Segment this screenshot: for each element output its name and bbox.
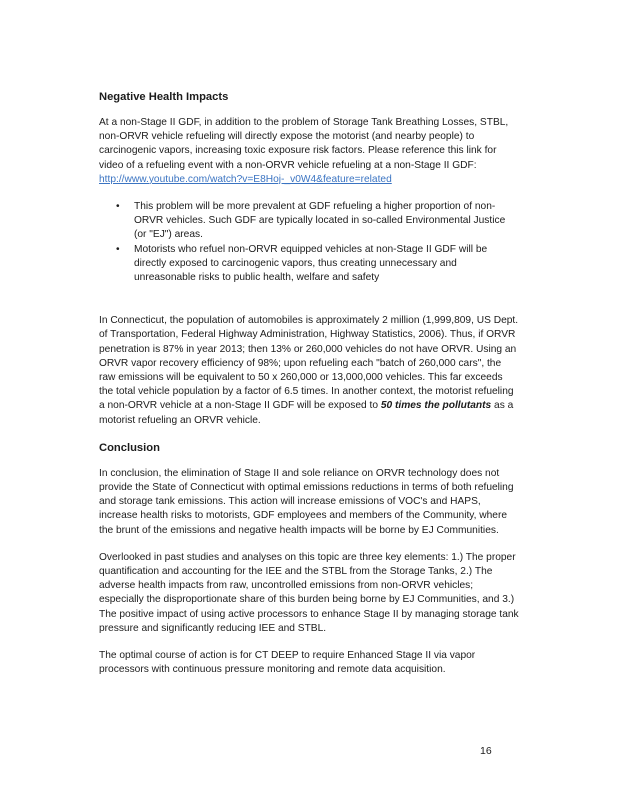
section-heading-conclusion: Conclusion [99,441,160,454]
bullet-item-text: Motorists who refuel non-ORVR equipped vehicles at non-Stage II GDF will be directly exposed to carcinogenic vapors, thus creating unnecessary and unreasonable risks to public health, welfare and safety [134,243,488,284]
bullet-item-text: This problem will be more prevalent at GDF refueling a higher proportion of non-ORVR vehicles. Such GDF are typically located in so-called Environmental Justice (or "EJ") areas. [134,201,506,241]
document-body [99,90,519,691]
conclusion-paragraph: In conclusion, the elimination of Stage II and sole reliance on ORVR technology does not provide the State of Connecticut with optimal emissions reductions in terms of both refueling and storage tank emissions. This action will increase emissions of VOC's and HAPS, increase health risks to motorists, GDF employees and members of the Community, where the brunt of the emissions and negative health impacts will be borne by EJ Communities. [99,467,514,536]
key-elements-paragraph: Overlooked in past studies and analyses on this topic are three key elements: 1.) The proper quantification and accounting for the IEE and the STBL from the Storage Tanks, 2.) The adverse health impacts from raw, uncontrolled emissions from non-ORVR vehicles; especially the disproportionate share of this burden being borne by EJ Communities, and 3.) The positive impact of using active processors to enhance Stage II by managing storage tank pressure and significantly reducing IEE and STBL. [99,551,519,634]
bullet-dot-icon: • [116,243,120,255]
page-number: 16 [480,745,492,757]
optimal-course-paragraph: The optimal course of action is for CT DEEP to require Enhanced Stage II via vapor processors with continuous pressure monitoring and remote data acquisition. [99,650,476,676]
bullet-dot-icon: • [116,201,120,213]
youtube-video-link[interactable]: http://www.youtube.com/watch?v=E8Hoj-_v0W4&feature=related [99,173,392,185]
connecticut-population-paragraph [99,314,519,428]
negative-health-impacts-paragraph [99,116,519,187]
emphasis-text: 50 times the pollutants [380,400,492,412]
paragraph-text: At a non-Stage II GDF, in addition to the problem of Storage Tank Breathing Losses, STBL, non-ORVR vehicle refueling will directly expose the motorist (and nearby people) to carcinogenic vapors, increasing toxic exposure risk factors. Please reference this link for video of a refueling event with a non-ORVR vehicle refueling at a non-Stage II GDF: [99,117,509,171]
paragraph-text: as a motorist refueling an ORVR vehicle. [99,400,514,426]
health-impacts-bullet-list [99,200,519,285]
bullet-item [116,243,519,286]
bullet-item [116,200,519,243]
paragraph-text: In Connecticut, the population of automobiles is approximately 2 million (1,999,809, US Dept. of Transportation, Federal Highway Administration, Highway Statistics, 2006). Thus, if ORVR penetration is 87% in year 2013; then 13% or 260,000 vehicles do not have ORVR. Using an ORVR vapor recovery efficiency of 98%; upon refueling each "batch of 260,000 cars", the raw emissions will be equivalent to 50 x 260,000 or 13,000,000 vehicles. This far exceeds the total vehicle population by a factor of 6.5 times. In another context, the motorist refueling a non-ORVR vehicle at a non-Stage II GDF will be exposed to [99,315,519,412]
section-heading-negative-health-impacts: Negative Health Impacts [99,91,229,103]
spacer [99,285,519,314]
